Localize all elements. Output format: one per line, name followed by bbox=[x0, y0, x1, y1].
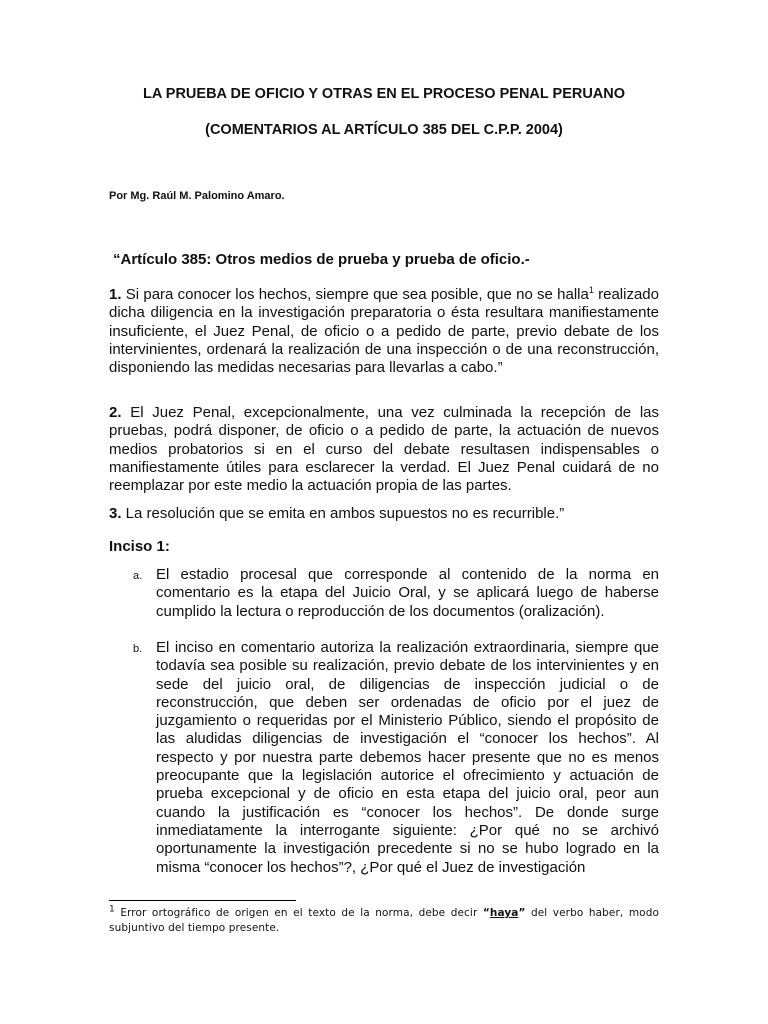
inciso-heading: Inciso 1: bbox=[109, 538, 170, 555]
author-line: Por Mg. Raúl M. Palomino Amaro. bbox=[109, 190, 285, 202]
footnote bbox=[109, 906, 659, 936]
paragraph-number: 2. bbox=[109, 404, 122, 421]
paragraph-text: realizado dicha diligencia en la investigación preparatoria o ésta resultara manifiestamente insuficiente, el Juez Penal, de oficio o a pedido de parte, previo debate de los intervinientes, ordenará la realización de una inspección o de una reconstrucción, disponiendo las medidas necesarias para llevarlas a cabo.” bbox=[109, 286, 659, 377]
list-item-text: El estadio procesal que corresponde al contenido de la norma en comentario es la etapa del Juicio Oral, y se aplicará luego de haberse cumplido la lectura o reproducción de los documentos (oralización). bbox=[156, 566, 659, 620]
paragraph-3 bbox=[109, 505, 659, 523]
list-item-letter: b. bbox=[133, 643, 143, 655]
paragraph-1 bbox=[109, 286, 659, 377]
list-item-letter: a. bbox=[133, 570, 143, 582]
footnote-separator bbox=[109, 900, 296, 901]
paragraph-text: Si para conocer los hechos, siempre que sea posible, que no se halla bbox=[121, 286, 589, 303]
footnote-text: Error ortográfico de origen en el texto de la norma, debe decir bbox=[114, 907, 483, 919]
article-heading: “Artículo 385: Otros medios de prueba y prueba de oficio.- bbox=[113, 251, 530, 268]
footnote-number: 1 bbox=[109, 904, 115, 915]
footnote-quote: ” bbox=[518, 907, 526, 919]
document-title: LA PRUEBA DE OFICIO Y OTRAS EN EL PROCESO PENAL PERUANO bbox=[142, 86, 626, 102]
footnote-ref[interactable]: 1 bbox=[588, 285, 594, 295]
paragraph-number: 1. bbox=[109, 286, 122, 303]
footnote-quote: “ bbox=[482, 907, 490, 919]
footnote-text: del verbo haber, modo subjuntivo del tiempo presente. bbox=[109, 907, 659, 934]
paragraph-2 bbox=[109, 404, 659, 495]
footnote-emphasis: haya bbox=[489, 907, 519, 919]
paragraph-number: 3. bbox=[109, 505, 122, 522]
paragraph-text: La resolución que se emita en ambos supuestos no es recurrible.” bbox=[121, 505, 565, 522]
paragraph-text: El Juez Penal, excepcionalmente, una vez culminada la recepción de las pruebas, podrá disponer, de oficio o a pedido de parte, la actuación de nuevos medios probatorios si en el curso del debate resultasen indispensables o manifiestamente útiles para esclarecer la verdad. El Juez Penal cuidará de no reemplazar por este medio la actuación propia de las partes. bbox=[109, 404, 659, 495]
document-subtitle: (COMENTARIOS AL ARTÍCULO 385 DEL C.P.P. 2004) bbox=[205, 122, 563, 138]
list-item-text: El inciso en comentario autoriza la realización extraordinaria, siempre que todavía sea posible su realización, previo debate de los intervinientes y en sede del juicio oral, de diligencias de inspección judicial o de reconstrucción, que deben ser ordenadas de oficio por el juez de juzgamiento o requeridas por el Ministerio Público, siendo el propósito de las aludidas diligencias de investigación el “conocer los hechos”. Al respecto y por nuestra parte debemos hacer presente que no es menos preocupante que la legislación autorice el ofrecimiento y actuación de prueba excepcional y de oficio en esta etapa del juicio oral, peor aun cuando la justificación es “conocer los hechos”. De donde surge inmediatamente la interrogante siguiente: ¿Por qué no se archivó oportunamente la investigación precedente si no se hubo logrado en la misma “conocer los hechos”?, ¿Por qué el Juez de investigación bbox=[156, 639, 659, 876]
